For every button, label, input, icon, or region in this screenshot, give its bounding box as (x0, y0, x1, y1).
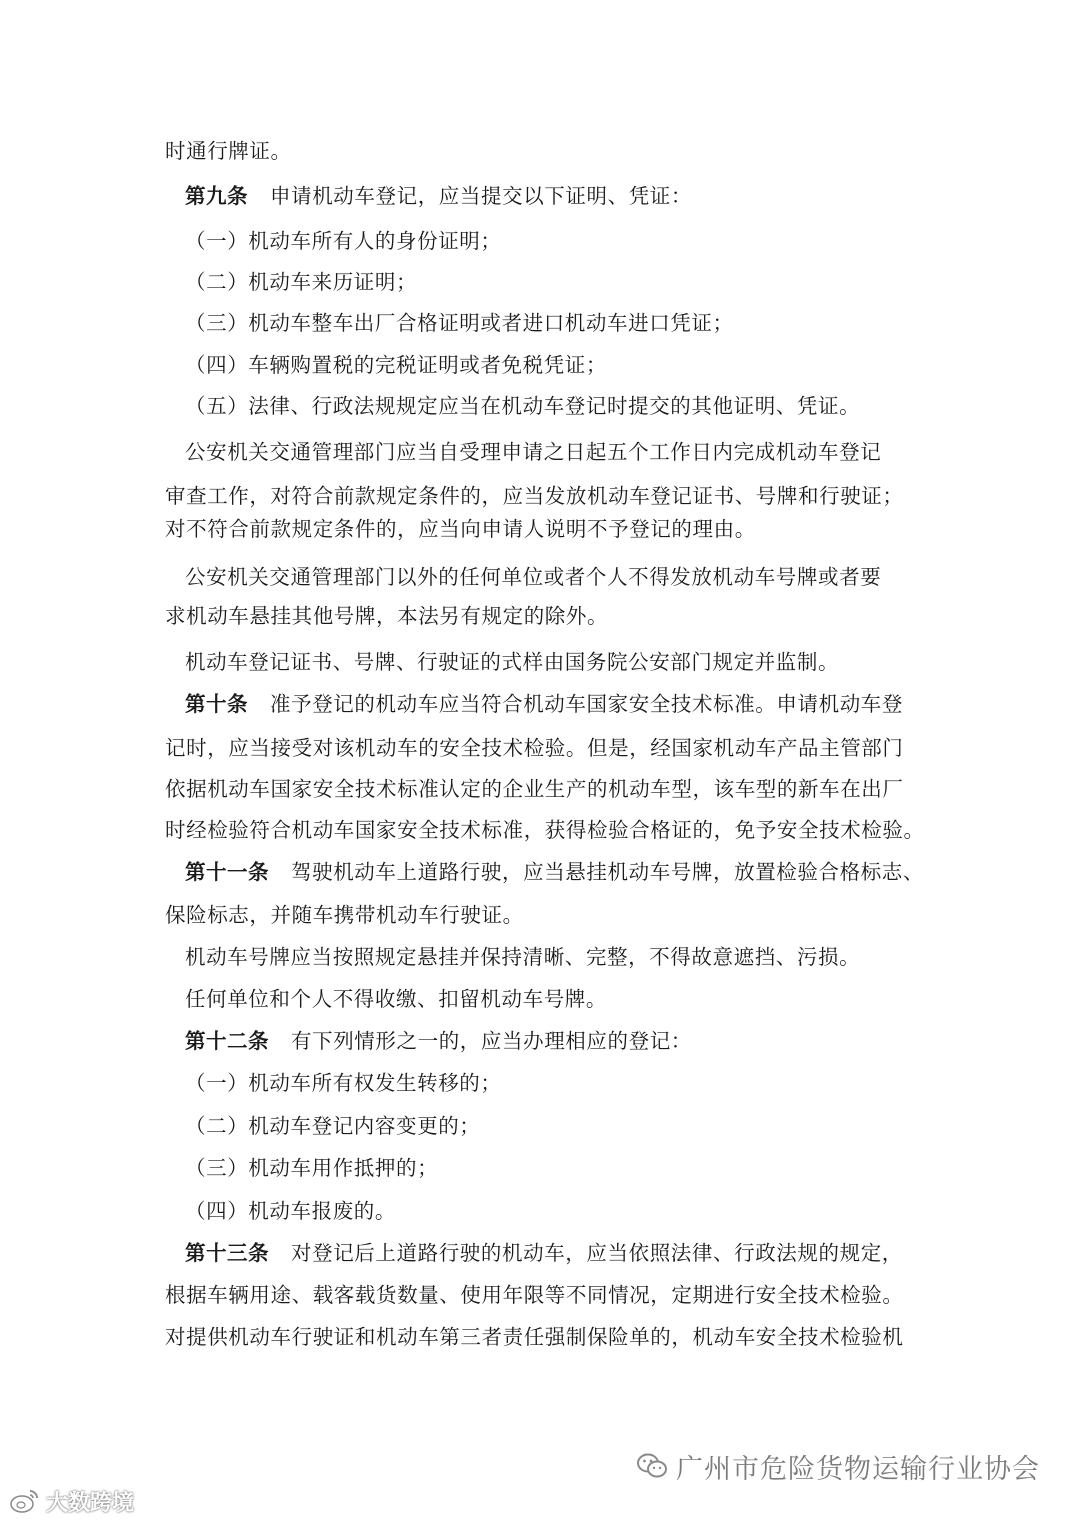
article-heading: 第十三条 (185, 1241, 269, 1265)
text-line: 记时，应当接受对该机动车的安全技术检验。但是，经国家机动车产品主管部门 (165, 736, 904, 760)
text-line: 机动车号牌应当按照规定悬挂并保持清晰、完整，不得故意遮挡、污损。 (185, 945, 861, 969)
text-line: 对提供机动车行驶证和机动车第三者责任强制保险单的，机动车安全技术检验机 (165, 1325, 904, 1349)
list-item: （五）法律、行政法规规定应当在机动车登记时提交的其他证明、凭证。 (185, 394, 861, 418)
text-span: 准予登记的机动车应当符合机动车国家安全技术标准。申请机动车登 (270, 692, 903, 716)
text-line: 依据机动车国家安全技术标准认定的企业生产的机动车型，该车型的新车在出厂 (165, 777, 904, 801)
list-item: （一）机动车所有人的身份证明； (185, 229, 502, 253)
text-line: 根据车辆用途、载客载货数量、使用年限等不同情况，定期进行安全技术检验。 (165, 1283, 904, 1307)
list-item: （三）机动车用作抵押的； (185, 1156, 439, 1180)
list-item: （四）机动车报废的。 (185, 1199, 396, 1223)
article-heading: 第九条 (185, 184, 248, 208)
list-item: （二）机动车登记内容变更的； (185, 1114, 481, 1138)
weibo-account-name: 大数跨境 (46, 1490, 135, 1516)
wechat-watermark (636, 1444, 1040, 1488)
text-line: 公安机关交通管理部门以外的任何单位或者个人不得发放机动车号牌或者要 (185, 565, 882, 589)
text-line: 任何单位和个人不得收缴、扣留机动车号牌。 (185, 987, 607, 1011)
text-span: 驾驶机动车上道路行驶，应当悬挂机动车号牌，放置检验合格标志、 (291, 860, 924, 884)
list-item: （三）机动车整车出厂合格证明或者进口机动车进口凭证； (185, 311, 734, 335)
article-13-paragraph (185, 1238, 945, 1268)
list-item: （四）车辆购置税的完税证明或者免税凭证； (185, 353, 607, 377)
wechat-icon (636, 1452, 668, 1480)
text-line: 求机动车悬挂其他号牌，本法另有规定的除外。 (165, 604, 609, 628)
text-line: 公安机关交通管理部门应当自受理申请之日起五个工作日内完成机动车登记 (185, 440, 882, 464)
list-item: （一）机动车所有权发生转移的； (185, 1071, 502, 1095)
article-10-paragraph (185, 689, 945, 719)
article-heading: 第十一条 (185, 860, 269, 884)
text-line: 审查工作，对符合前款规定条件的，应当发放机动车登记证书、号牌和行驶证； (165, 484, 904, 508)
text-line: 机动车登记证书、号牌、行驶证的式样由国务院公安部门规定并监制。 (185, 650, 840, 674)
weibo-watermark (8, 1484, 134, 1518)
text-line: 对不符合前款规定条件的，应当向申请人说明不予登记的理由。 (165, 517, 756, 541)
text-line: 保险标志，并随车携带机动车行驶证。 (165, 903, 524, 927)
text-span: 有下列情形之一的，应当办理相应的登记： (291, 1029, 692, 1053)
text-span: 对登记后上道路行驶的机动车，应当依照法律、行政法规的规定， (291, 1241, 903, 1265)
article-heading: 第十二条 (185, 1029, 269, 1053)
text-line: 时通行牌证。 (165, 139, 292, 163)
list-item: （二）机动车来历证明； (185, 270, 418, 294)
article-heading: 第十条 (185, 692, 248, 716)
wechat-account-name: 广州市危险货物运输行业协会 (676, 1453, 1040, 1485)
text-line: 时经检验符合机动车国家安全技术标准，获得检验合格证的，免予安全技术检验。 (165, 818, 925, 842)
article-12-paragraph (185, 1026, 945, 1056)
text-span: 申请机动车登记，应当提交以下证明、凭证： (270, 184, 692, 208)
article-11-paragraph (185, 857, 945, 887)
weibo-icon (8, 1487, 42, 1515)
article-9-paragraph (185, 181, 945, 211)
